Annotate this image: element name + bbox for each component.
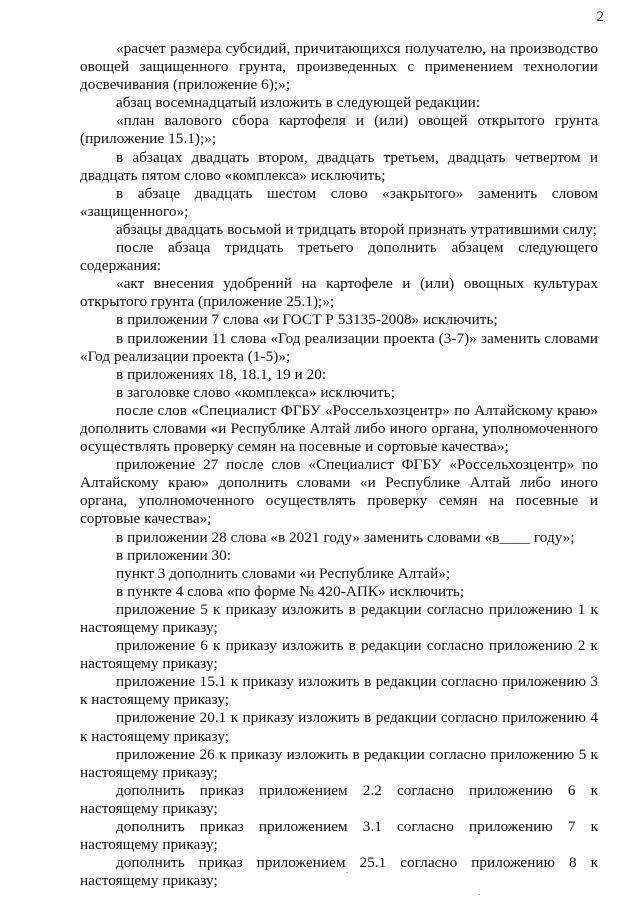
paragraph: в приложениях 18, 18.1, 19 и 20: (116, 365, 327, 383)
paragraph: приложение 20.1 к приказу изложить в редакции согласно приложению 4 к настоящему приказу; (80, 709, 598, 745)
paragraph: в заголовке слово «комплекса» исключить; (116, 383, 395, 401)
paragraph: в абзацах двадцать втором, двадцать третьем, двадцать четвертом и двадцать пятом слово «комплекса» исключить; (80, 148, 598, 184)
paragraph: после абзаца тридцать третьего дополнить абзацем следующего содержания: (80, 239, 598, 275)
paragraph: пункт 3 дополнить словами «и Республике Алтай»; (116, 564, 451, 582)
paragraph: «акт внесения удобрений на картофеле и (или) овощных культурах открытого грунта (приложение 25.1);»; (80, 275, 598, 311)
paragraph: приложение 5 к приказу изложить в редакции согласно приложению 1 к настоящему приказу; (80, 600, 598, 636)
paragraph: приложение 6 к приказу изложить в редакции согласно приложению 2 к настоящему приказу; (80, 637, 598, 673)
paragraph: в приложении 7 слова «и ГОСТ Р 53135-2008» исключить; (116, 311, 498, 329)
paragraph: в приложении 30: (116, 546, 232, 564)
paragraph: после слов «Специалист ФГБУ «Россельхозцентр» по Алтайскому краю» дополнить словами «и Республике Алтай либо иного органа, уполномоченного осуществлять проверку семян на посевные и сортовые качества»; (80, 401, 598, 456)
paragraph: в пункте 4 слова «по форме № 420-АПК» исключить; (116, 582, 465, 600)
scan-speck (478, 894, 480, 895)
document-body (80, 40, 598, 890)
paragraph: дополнить приказ приложением 2.2 согласно приложению 6 к настоящему приказу; (80, 781, 598, 817)
paragraph: в абзаце двадцать шестом слово «закрытого» заменить словом «защищенного»; (80, 184, 598, 220)
page-number: 2 (596, 9, 604, 25)
paragraph: «план валового сбора картофеля и (или) овощей открытого грунта (приложение 15.1);»; (80, 112, 598, 148)
paragraph: приложение 15.1 к приказу изложить в редакции согласно приложению 3 к настоящему приказу; (80, 673, 598, 709)
paragraph: «расчет размера субсидий, причитающихся получателю, на производство овощей защищенного грунта, произведенных с применением технологии досвечивания (приложение 6);»; (80, 40, 598, 94)
paragraph: в приложении 28 слова «в 2021 году» заменить словами «в____ году»; (116, 528, 575, 546)
paragraph: дополнить приказ приложением 3.1 согласно приложению 7 к настоящему приказу; (80, 818, 598, 854)
paragraph: абзацы двадцать восьмой и тридцать второй признать утратившими силу; (116, 220, 597, 238)
paragraph: дополнить приказ приложением 25.1 согласно приложению 8 к настоящему приказу; (80, 854, 598, 890)
paragraph: абзац восемнадцатый изложить в следующей редакции: (116, 94, 481, 112)
paragraph: приложение 26 к приказу изложить в редакции согласно приложению 5 к настоящему приказу; (80, 745, 598, 781)
scan-speck (346, 872, 348, 873)
paragraph: в приложении 11 слова «Год реализации проекта (3-7)» заменить словами «Год реализации проекта (1-5)»; (80, 329, 598, 365)
paragraph: приложение 27 после слов «Специалист ФГБУ «Россельхозцентр» по Алтайскому краю» дополнить словами «и Республике Алтай либо иного органа, уполномоченного осуществлять проверку семян на посевные и сортовые качества»; (80, 456, 598, 528)
